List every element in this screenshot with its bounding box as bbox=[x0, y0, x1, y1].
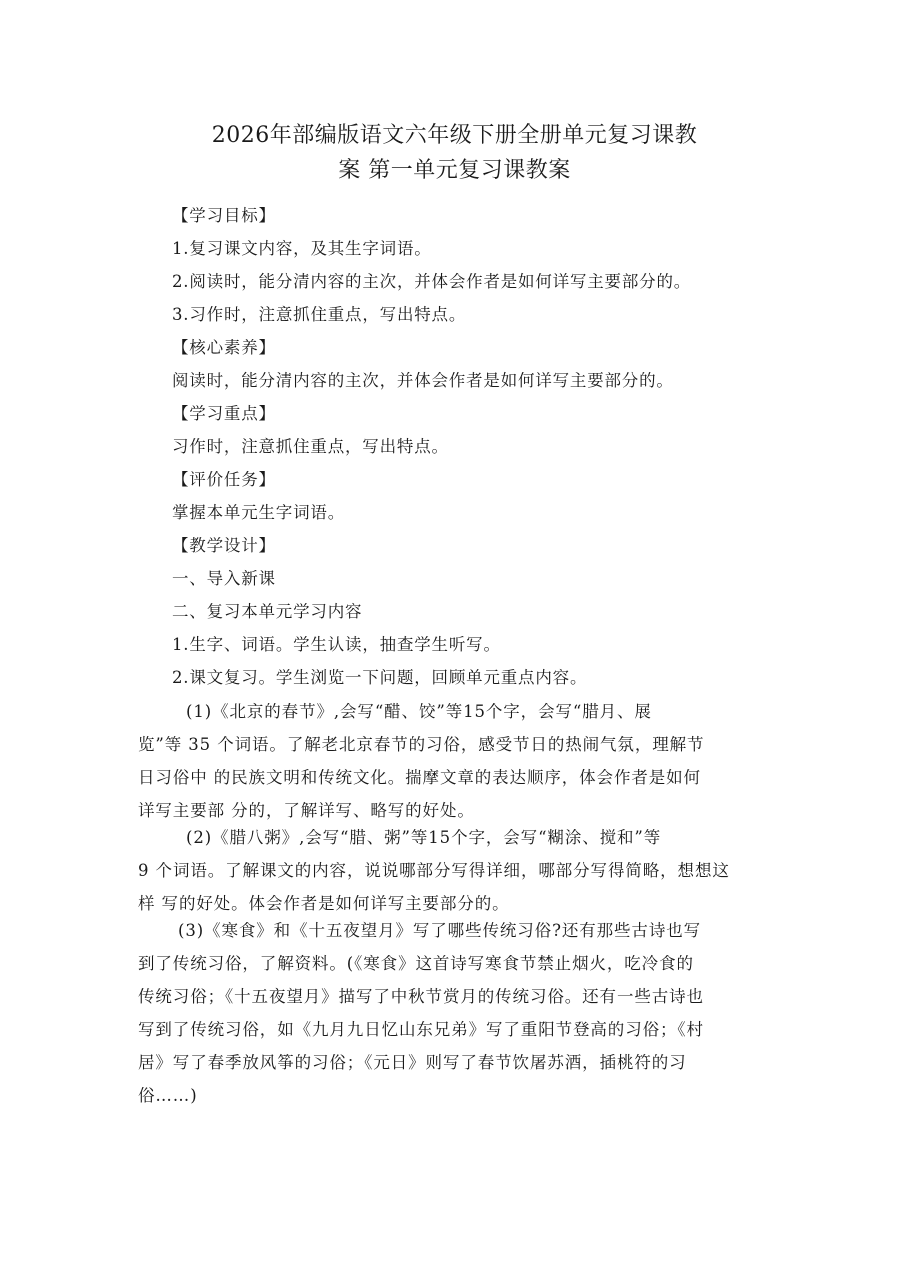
item-1: 1.生字、词语。学生认读，抽查学生听写。 bbox=[172, 635, 501, 654]
paragraph-3-line-5: 居》写了春季放风筝的习俗；《元日》则写了春节饮屠苏酒，插桃符的习 bbox=[138, 1053, 687, 1072]
key-points-heading: 【学习重点】 bbox=[172, 404, 276, 423]
paragraph-3-line-1: (3)《寒食》和《十五夜望月》写了哪些传统习俗?还有那些古诗也写 bbox=[178, 921, 702, 940]
step-1: 一、导入新课 bbox=[172, 569, 276, 588]
paragraph-2-line-1: (2)《腊八粥》,会写“腊、粥”等15个字，会写“糊涂、搅和”等 bbox=[186, 828, 662, 847]
paragraph-1 bbox=[138, 695, 704, 827]
goal-3: 3.习作时，注意抓住重点，写出特点。 bbox=[172, 305, 467, 324]
paragraph-1-line-4: 详写主要部 分的，了解详写、略写的好处。 bbox=[138, 801, 475, 820]
paragraph-3 bbox=[138, 914, 704, 1112]
key-points-text: 习作时，注意抓住重点，写出特点。 bbox=[172, 437, 449, 456]
goal-2: 2.阅读时，能分清内容的主次，并体会作者是如何详写主要部分的。 bbox=[172, 272, 692, 291]
step-2: 二、复习本单元学习内容 bbox=[172, 602, 363, 621]
assessment-heading: 【评价任务】 bbox=[172, 470, 276, 489]
paragraph-2-line-2: 9 个词语。了解课文的内容，说说哪部分写得详细，哪部分写得简略，想想这 bbox=[138, 861, 730, 880]
paragraph-3-line-3: 传统习俗；《十五夜望月》描写了中秋节赏月的传统习俗。还有一些古诗也 bbox=[138, 987, 704, 1006]
core-literacy-heading: 【核心素养】 bbox=[172, 338, 276, 357]
paragraph-2-line-3: 样 写的好处。体会作者是如何详写主要部分的。 bbox=[138, 894, 510, 913]
document-title-line-1: 2026年部编版语文六年级下册全册单元复习课教 bbox=[211, 123, 698, 148]
core-literacy-text: 阅读时，能分清内容的主次，并体会作者是如何详写主要部分的。 bbox=[172, 371, 674, 390]
design-heading: 【教学设计】 bbox=[172, 536, 276, 555]
paragraph-2 bbox=[138, 821, 730, 920]
paragraph-3-line-4: 写到了传统习俗，如《九月九日忆山东兄弟》写了重阳节登高的习俗；《村 bbox=[138, 1020, 704, 1039]
paragraph-3-line-6: 俗……) bbox=[138, 1086, 198, 1105]
learning-goals-heading: 【学习目标】 bbox=[172, 206, 276, 225]
paragraph-3-line-2: 到了传统习俗，了解资料。(《寒食》这首诗写寒食节禁止烟火，吃冷食的 bbox=[138, 954, 694, 973]
paragraph-1-line-3: 日习俗中 的民族文明和传统文化。揣摩文章的表达顺序，体会作者是如何 bbox=[138, 768, 701, 787]
paragraph-1-line-1: (1)《北京的春节》,会写“醋、饺”等15个字，会写“腊月、展 bbox=[186, 702, 652, 721]
assessment-text: 掌握本单元生字词语。 bbox=[172, 503, 345, 522]
item-2: 2.课文复习。学生浏览一下问题，回顾单元重点内容。 bbox=[172, 668, 588, 687]
goal-1: 1.复习课文内容，及其生字词语。 bbox=[172, 239, 432, 258]
paragraph-1-line-2: 览”等 35 个词语。了解老北京春节的习俗，感受节日的热闹气氛，理解节 bbox=[138, 735, 705, 754]
document-title-line-2: 案 第一单元复习课教案 bbox=[338, 158, 571, 183]
